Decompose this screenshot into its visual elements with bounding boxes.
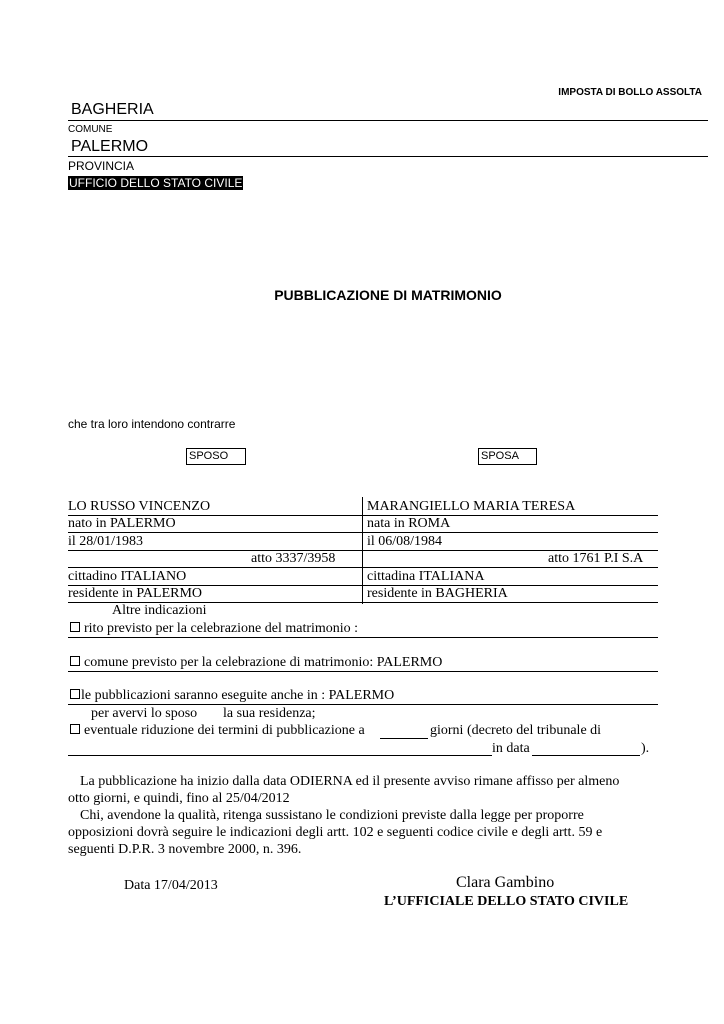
altre-title: Altre indicazioni	[112, 603, 207, 618]
residenza-text: la sua residenza;	[223, 706, 316, 721]
rito-label: rito previsto per la celebrazione del matrimonio :	[84, 621, 359, 636]
sposa-name: MARANGIELLO MARIA TERESA	[367, 499, 576, 514]
provincia-label: PROVINCIA	[68, 159, 135, 173]
sposo-birthdate: il 28/01/1983	[68, 534, 144, 549]
body-p2-line2: opposizioni dovrà seguire le indicazioni degli artt. 102 e seguenti codice civile e degli artt. 59 e	[68, 825, 603, 840]
sposo-citizenship: cittadino ITALIANO	[68, 569, 187, 584]
provincia-underline	[68, 156, 708, 157]
riduzione-option	[70, 723, 365, 739]
page-title: PUBBLICAZIONE DI MATRIMONIO	[274, 287, 502, 303]
official-title: L’UFFICIALE DELLO STATO CIVILE	[384, 894, 629, 909]
sposa-label: SPOSA	[478, 448, 537, 465]
rito-checkbox[interactable]	[70, 622, 80, 632]
body-p2-line3: seguenti D.P.R. 3 novembre 2000, n. 396.	[68, 842, 302, 857]
comune-label: COMUNE	[68, 124, 113, 135]
sposo-name: LO RUSSO VINCENZO	[68, 499, 211, 514]
comune-option	[70, 655, 442, 671]
close-paren: ).	[641, 741, 650, 756]
riduzione-label: eventuale riduzione dei termini di pubblicazione a	[84, 723, 365, 738]
in-data-label: in data	[492, 741, 530, 756]
pubblicazioni-label: le pubblicazioni saranno eseguite anche in : PALERMO	[81, 688, 395, 703]
pubblicazioni-option	[70, 688, 394, 704]
giorni-text: giorni (decreto del tribunale di	[430, 723, 602, 738]
table-row-line	[68, 567, 658, 568]
comune-value: BAGHERIA	[71, 101, 154, 118]
signature-name: Clara Gambino	[456, 874, 555, 891]
sposo-birthplace: nato in PALERMO	[68, 516, 176, 531]
comune-checkbox[interactable]	[70, 656, 80, 666]
body-p1-line1: La pubblicazione ha inizio dalla data ODIERNA ed il presente avviso rimane affisso per almeno	[80, 774, 620, 789]
provincia-value: PALERMO	[71, 138, 149, 155]
ufficio-label: UFFICIO DELLO STATO CIVILE	[69, 176, 243, 190]
sposa-citizenship: cittadina ITALIANA	[367, 569, 485, 584]
comune-underline	[68, 120, 708, 121]
body-p1-line2: otto giorni, e quindi, fino al 25/04/2012	[68, 791, 290, 806]
sposo-residence: residente in PALERMO	[68, 586, 203, 601]
comune-option-underline	[68, 671, 658, 672]
sposo-label: SPOSO	[186, 448, 246, 465]
pubblicazioni-underline	[68, 704, 658, 705]
sposa-atto: atto 1761 P.I S.A	[548, 551, 644, 566]
body-p2-line1: Chi, avendone la qualità, ritenga sussistano le condizioni previste dalla legge per proporre	[80, 808, 584, 823]
in-data-blank	[532, 755, 640, 756]
date-text: Data 17/04/2013	[124, 878, 218, 893]
per-avervi-text: per avervi lo sposo	[91, 706, 198, 721]
sposo-atto: atto 3337/3958	[251, 551, 336, 566]
comune-option-label: comune previsto per la celebrazione di matrimonio: PALERMO	[84, 655, 443, 670]
intro-text: che tra loro intendono contrarre	[68, 417, 236, 431]
sposa-birthdate: il 06/08/1984	[367, 534, 443, 549]
stamp-text: IMPOSTA DI BOLLO ASSOLTA	[558, 87, 702, 98]
sposa-birthplace: nata in ROMA	[367, 516, 451, 531]
riduzione-checkbox[interactable]	[70, 724, 80, 734]
table-row-line	[68, 532, 658, 533]
sposa-residence: residente in BAGHERIA	[367, 586, 508, 601]
tribunale-blank	[68, 755, 492, 756]
riduzione-days-blank	[380, 738, 428, 739]
rito-option	[70, 621, 358, 637]
pubblicazioni-checkbox[interactable]	[70, 689, 80, 699]
rito-underline	[68, 637, 658, 638]
